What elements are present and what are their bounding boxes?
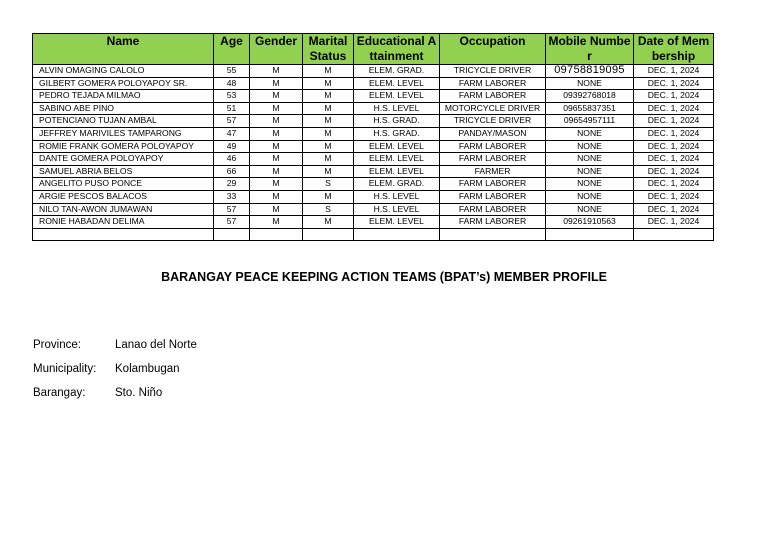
cell-mobile: NONE bbox=[546, 203, 634, 216]
cell-name: PEDRO TEJADA MILMAO bbox=[33, 90, 214, 103]
cell-name: DANTE GOMERA POLOYAPOY bbox=[33, 153, 214, 166]
cell-marital: M bbox=[303, 115, 354, 128]
cell-membership: DEC. 1, 2024 bbox=[634, 102, 714, 115]
cell-mobile: 09655837351 bbox=[546, 102, 634, 115]
cell-education: H.S. GRAD. bbox=[354, 115, 440, 128]
cell-membership: DEC. 1, 2024 bbox=[634, 140, 714, 153]
cell-gender: M bbox=[250, 140, 303, 153]
cell-marital: M bbox=[303, 127, 354, 140]
cell-name: ARGIE PESCOS BALACOS bbox=[33, 190, 214, 203]
cell-membership: DEC. 1, 2024 bbox=[634, 178, 714, 191]
cell-age: 55 bbox=[214, 65, 250, 78]
cell-age: 46 bbox=[214, 153, 250, 166]
cell-gender bbox=[250, 228, 303, 241]
cell-mobile: 09654957111 bbox=[546, 115, 634, 128]
cell-marital: M bbox=[303, 90, 354, 103]
municipality-value: Kolambugan bbox=[115, 363, 180, 375]
cell-gender: M bbox=[250, 178, 303, 191]
table-row bbox=[33, 90, 714, 103]
barangay-value: Sto. Niño bbox=[115, 387, 163, 399]
cell-membership: DEC. 1, 2024 bbox=[634, 127, 714, 140]
province-label: Province: bbox=[33, 339, 81, 351]
cell-marital: M bbox=[303, 102, 354, 115]
barangay-line bbox=[33, 387, 162, 399]
cell-mobile: 09758819095 bbox=[546, 65, 634, 78]
cell-education: ELEM. GRAD. bbox=[354, 178, 440, 191]
cell-name: JEFFREY MARIVILES TAMPARONG bbox=[33, 127, 214, 140]
cell-education: H.S. GRAD. bbox=[354, 127, 440, 140]
cell-marital: M bbox=[303, 140, 354, 153]
cell-marital bbox=[303, 228, 354, 241]
cell-education: ELEM. LEVEL bbox=[354, 216, 440, 229]
cell-name: ANGELITO PUSO PONCE bbox=[33, 178, 214, 191]
cell-marital: S bbox=[303, 203, 354, 216]
cell-name: SABINO ABE PINO bbox=[33, 102, 214, 115]
cell-age: 57 bbox=[214, 216, 250, 229]
table-row bbox=[33, 127, 714, 140]
cell-name: RONIE HABADAN DELIMA bbox=[33, 216, 214, 229]
cell-mobile: NONE bbox=[546, 127, 634, 140]
header-educational-attainment: Educational Attainment bbox=[354, 34, 440, 65]
cell-membership: DEC. 1, 2024 bbox=[634, 90, 714, 103]
cell-occupation: FARM LABORER bbox=[440, 178, 546, 191]
cell-membership: DEC. 1, 2024 bbox=[634, 203, 714, 216]
cell-membership: DEC. 1, 2024 bbox=[634, 153, 714, 166]
cell-name: NILO TAN-AWON JUMAWAN bbox=[33, 203, 214, 216]
cell-age: 33 bbox=[214, 190, 250, 203]
cell-membership: DEC. 1, 2024 bbox=[634, 77, 714, 90]
cell-name: GILBERT GOMERA POLOYAPOY SR. bbox=[33, 77, 214, 90]
cell-mobile: NONE bbox=[546, 190, 634, 203]
cell-occupation: FARM LABORER bbox=[440, 203, 546, 216]
cell-education: ELEM. LEVEL bbox=[354, 153, 440, 166]
cell-gender: M bbox=[250, 153, 303, 166]
cell-marital: M bbox=[303, 77, 354, 90]
cell-mobile: NONE bbox=[546, 140, 634, 153]
cell-marital: M bbox=[303, 153, 354, 166]
cell-marital: M bbox=[303, 65, 354, 78]
cell-occupation: FARM LABORER bbox=[440, 77, 546, 90]
page-title: BARANGAY PEACE KEEPING ACTION TEAMS (BPAT’s) MEMBER PROFILE bbox=[161, 270, 607, 284]
table-row bbox=[33, 140, 714, 153]
cell-age: 47 bbox=[214, 127, 250, 140]
cell-occupation: FARM LABORER bbox=[440, 140, 546, 153]
cell-membership: DEC. 1, 2024 bbox=[634, 165, 714, 178]
cell-membership: DEC. 1, 2024 bbox=[634, 216, 714, 229]
cell-gender: M bbox=[250, 65, 303, 78]
municipality-label: Municipality: bbox=[33, 363, 97, 375]
cell-marital: S bbox=[303, 178, 354, 191]
cell-marital: M bbox=[303, 216, 354, 229]
members-table bbox=[32, 33, 714, 241]
cell-membership: DEC. 1, 2024 bbox=[634, 115, 714, 128]
table-row bbox=[33, 228, 714, 241]
table-row bbox=[33, 165, 714, 178]
header-age: Age bbox=[214, 34, 250, 65]
cell-mobile: NONE bbox=[546, 165, 634, 178]
cell-education: ELEM. LEVEL bbox=[354, 140, 440, 153]
cell-education: ELEM. GRAD. bbox=[354, 65, 440, 78]
table-row bbox=[33, 190, 714, 203]
cell-mobile: 09392768018 bbox=[546, 90, 634, 103]
cell-age: 29 bbox=[214, 178, 250, 191]
cell-mobile: NONE bbox=[546, 77, 634, 90]
cell-age: 66 bbox=[214, 165, 250, 178]
header-date-of-membership: Date of Membership bbox=[634, 34, 714, 65]
cell-gender: M bbox=[250, 90, 303, 103]
header-marital-status: Marital Status bbox=[303, 34, 354, 65]
cell-gender: M bbox=[250, 127, 303, 140]
header-mobile-number: Mobile Number bbox=[546, 34, 634, 65]
cell-occupation: FARMER bbox=[440, 165, 546, 178]
cell-occupation: FARM LABORER bbox=[440, 190, 546, 203]
cell-occupation: TRICYCLE DRIVER bbox=[440, 65, 546, 78]
cell-name: SAMUEL ABRIA BELOS bbox=[33, 165, 214, 178]
table-row bbox=[33, 102, 714, 115]
cell-age: 57 bbox=[214, 203, 250, 216]
cell-gender: M bbox=[250, 216, 303, 229]
cell-name: ALVIN OMAGING CALOLO bbox=[33, 65, 214, 78]
cell-occupation: FARM LABORER bbox=[440, 216, 546, 229]
cell-name: POTENCIANO TUJAN AMBAL bbox=[33, 115, 214, 128]
municipality-line bbox=[33, 363, 180, 375]
cell-membership bbox=[634, 228, 714, 241]
table-row bbox=[33, 153, 714, 166]
table-row bbox=[33, 77, 714, 90]
table-header-row bbox=[33, 34, 714, 65]
cell-gender: M bbox=[250, 165, 303, 178]
table-row bbox=[33, 178, 714, 191]
cell-gender: M bbox=[250, 77, 303, 90]
header-gender: Gender bbox=[250, 34, 303, 65]
cell-occupation: FARM LABORER bbox=[440, 153, 546, 166]
cell-membership: DEC. 1, 2024 bbox=[634, 65, 714, 78]
cell-gender: M bbox=[250, 115, 303, 128]
table-row bbox=[33, 203, 714, 216]
cell-education: H.S. LEVEL bbox=[354, 102, 440, 115]
cell-gender: M bbox=[250, 102, 303, 115]
table-row bbox=[33, 216, 714, 229]
cell-mobile: NONE bbox=[546, 153, 634, 166]
header-occupation: Occupation bbox=[440, 34, 546, 65]
cell-education: ELEM. LEVEL bbox=[354, 90, 440, 103]
cell-mobile: NONE bbox=[546, 178, 634, 191]
cell-education: H.S. LEVEL bbox=[354, 190, 440, 203]
barangay-label: Barangay: bbox=[33, 387, 86, 399]
header-name: Name bbox=[33, 34, 214, 65]
table-row bbox=[33, 115, 714, 128]
cell-name: ROMIE FRANK GOMERA POLOYAPOY bbox=[33, 140, 214, 153]
table-row bbox=[33, 65, 714, 78]
cell-age: 49 bbox=[214, 140, 250, 153]
cell-marital: M bbox=[303, 190, 354, 203]
cell-gender: M bbox=[250, 203, 303, 216]
cell-age: 51 bbox=[214, 102, 250, 115]
cell-age: 48 bbox=[214, 77, 250, 90]
cell-occupation: FARM LABORER bbox=[440, 90, 546, 103]
cell-education bbox=[354, 228, 440, 241]
cell-occupation: PANDAY/MASON bbox=[440, 127, 546, 140]
province-line bbox=[33, 339, 197, 351]
cell-occupation: MOTORCYCLE DRIVER bbox=[440, 102, 546, 115]
cell-marital: M bbox=[303, 165, 354, 178]
province-value: Lanao del Norte bbox=[115, 339, 197, 351]
cell-education: ELEM. LEVEL bbox=[354, 165, 440, 178]
cell-occupation bbox=[440, 228, 546, 241]
cell-education: H.S. LEVEL bbox=[354, 203, 440, 216]
cell-mobile bbox=[546, 228, 634, 241]
cell-name bbox=[33, 228, 214, 241]
cell-membership: DEC. 1, 2024 bbox=[634, 190, 714, 203]
cell-age bbox=[214, 228, 250, 241]
cell-gender: M bbox=[250, 190, 303, 203]
cell-mobile: 09261910563 bbox=[546, 216, 634, 229]
cell-occupation: TRICYCLE DRIVER bbox=[440, 115, 546, 128]
cell-age: 57 bbox=[214, 115, 250, 128]
cell-age: 53 bbox=[214, 90, 250, 103]
cell-education: ELEM. LEVEL bbox=[354, 77, 440, 90]
